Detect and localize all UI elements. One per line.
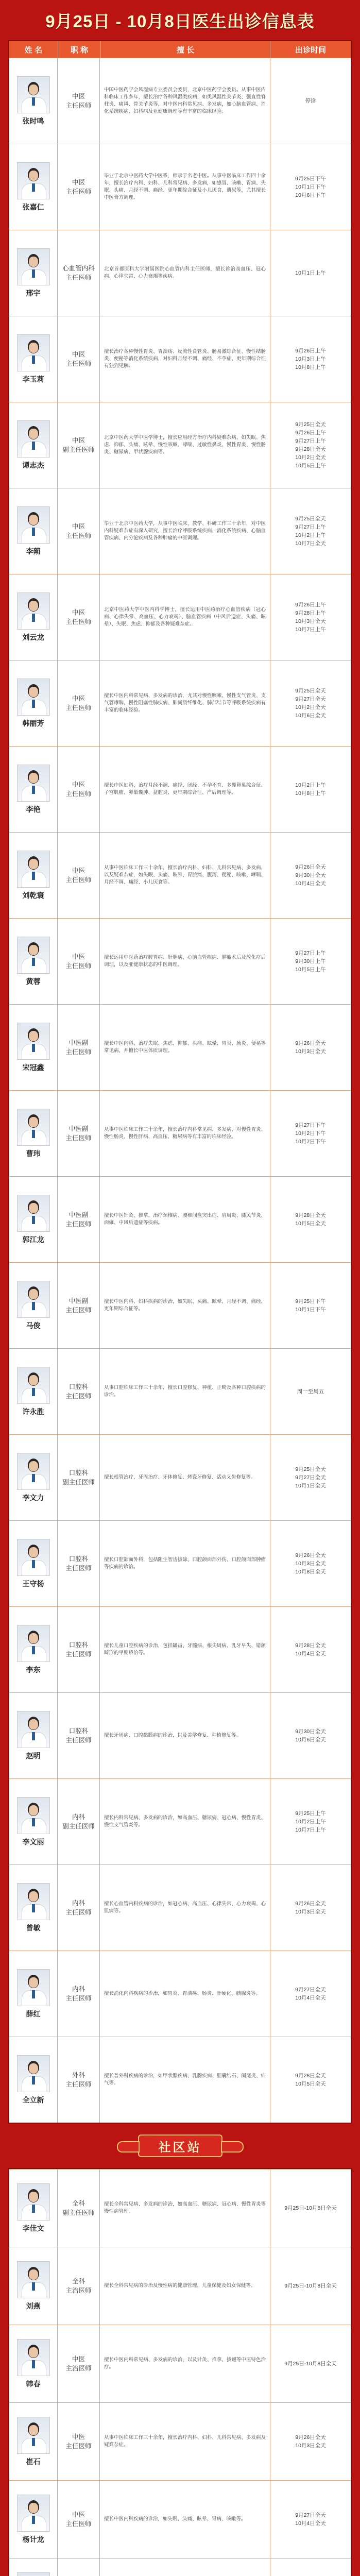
doctor-cell [9, 1521, 58, 1606]
doctor-cell [9, 1005, 58, 1090]
community-rows [9, 2169, 351, 2576]
doctor-title: 中医 主任医师 [58, 833, 100, 918]
doctor-title: 口腔科 主任医师 [58, 1521, 100, 1606]
header-title: 职 称 [58, 41, 101, 58]
doctor-specialty: 毕业于北京中医药大学，从事中医临床、教学、科研工作三十余年，对中医内科疑难杂症有深入研究，擅长治疗呼吸系统疾病、消化系统疾病、心脑血管疾病、内分泌疾病及各种肿瘤的中医调理。 [100, 488, 270, 574]
doctor-cell [9, 2558, 58, 2576]
doctor-cell [9, 833, 58, 918]
doctor-cell [9, 316, 58, 402]
doctor-photo [17, 420, 50, 457]
doctor-title: 内科 主任医师 [58, 1865, 100, 1951]
doctor-photo [17, 592, 50, 630]
doctor-photo [17, 248, 50, 285]
clinic-time: 9月26日上午 9月28日上午 10月3日全天 10月7日上午 [295, 602, 326, 633]
doctor-title: 口腔科 主任医师 [58, 1607, 100, 1692]
doctor-cell [9, 2403, 58, 2480]
doctor-name: 韩丽芳 [22, 719, 44, 727]
table-row [9, 58, 351, 144]
table-row [9, 1262, 351, 1348]
doctor-name: 许永胜 [22, 1407, 44, 1416]
doctor-title: 内科 主任医师 [58, 1951, 100, 2037]
clinic-time: 9月25日全天 9月27日上午 10月2日上午 10月7日全天 [295, 516, 326, 547]
doctor-title: 中医 主任医师 [58, 2481, 100, 2558]
doctor-specialty: 擅长中医内科常见病、多发病的诊治，以及针灸、推拿、拔罐等中医特色治疗。 [100, 2325, 270, 2402]
community-schedule-table [8, 2168, 352, 2576]
doctor-specialty: 擅长中医内科疾病的诊治，如失眠、头痛、眩晕、胃病、咳嗽等。 [100, 2481, 270, 2558]
doctor-photo [17, 1367, 50, 1404]
doctor-name: 刘乾寰 [22, 891, 44, 900]
doctor-photo [17, 1539, 50, 1576]
doctor-photo [17, 334, 50, 371]
doctor-title [58, 2558, 100, 2576]
clinic-time: 9月27日下午 10月2日下午 10月7日下午 [295, 1122, 326, 1145]
doctor-cell [9, 1779, 58, 1865]
doctor-cell [9, 2325, 58, 2402]
clinic-time: 9月26日全天 10月3日全天 [295, 1901, 326, 1915]
table-row [9, 1865, 351, 1951]
table-row [9, 746, 351, 832]
doctor-specialty: 擅长治疗各种慢性胃炎、胃溃疡、反流性食管炎、肠易激综合征、慢性结肠炎、便秘等消化系统疾病，对妇科月经不调、痛经、不孕症、更年期综合征有独到见解。 [100, 316, 270, 402]
doctor-title: 中医 主任医师 [58, 144, 100, 230]
doctor-photo [17, 1711, 50, 1748]
doctor-title: 内科 副主任医师 [58, 1779, 100, 1865]
clinic-time: 10月2日上午 10月8日上午 [295, 782, 326, 796]
doctor-title: 中医 主治医师 [58, 2325, 100, 2402]
doctor-cell [9, 1091, 58, 1176]
doctor-specialty: 毕业于北京中医药大学中医系，师承于名老中医。从事中医临床工作四十余年，擅长治疗内科、妇科、儿科常见病、多发病，如感冒、咳嗽、胃病、失眠、头痛、月经不调、痛经、更年期综合征及小儿厌食、遗尿等，尤其擅长中医膏方调理。 [100, 144, 270, 230]
doctor-specialty: 擅长根管治疗、牙周治疗、牙体修复、烤瓷牙修复、活动义齿修复等。 [100, 1435, 270, 1520]
doctor-photo [17, 1023, 50, 1060]
table-row [9, 488, 351, 574]
doctor-photo [17, 2261, 50, 2298]
doctor-specialty: 擅长心血管内科疾病的诊治，如冠心病、高血压、心律失常、心力衰竭、心肌病等。 [100, 1865, 270, 1951]
clinic-time: 9月25日下午 10月1日下午 10月6日下午 [295, 176, 326, 198]
doctor-title: 中医副 主任医师 [58, 1177, 100, 1262]
community-banner-title: 社区站 [138, 2134, 222, 2157]
doctor-cell [9, 1607, 58, 1692]
doctor-name: 李文丽 [22, 1837, 44, 1846]
doctor-title: 中医 副主任医师 [58, 402, 100, 488]
clinic-time: 9月26日全天 9月30日全天 10月4日全天 [295, 864, 326, 887]
clinic-time: 9月28日全天 10月5日全天 [295, 1212, 326, 1227]
doctor-title: 心血管内科 主任医师 [58, 230, 100, 316]
doctor-specialty: 擅长儿童口腔疾病的诊治，包括龋齿、牙髓病、根尖周病、乳牙早失、错颌畸形的早期矫治等。 [100, 1607, 270, 1692]
table-row [9, 2325, 351, 2402]
table-row [9, 2037, 351, 2123]
table-row [9, 316, 351, 402]
doctor-photo [17, 1883, 50, 1920]
table-header [9, 41, 351, 58]
table-row [9, 1520, 351, 1606]
table-row [9, 1434, 351, 1520]
doctor-photo [17, 851, 50, 888]
clinic-time: 9月26日上午 10月3日上午 10月8日上午 [295, 348, 326, 370]
doctor-specialty: 北京首都医科大学附属医院心血管内科主任医师，擅长诊治高血压、冠心病、心律失常、心力衰竭等疾病。 [100, 230, 270, 316]
banner-wing-left [117, 2141, 140, 2153]
clinic-time: 9月25日全天 9月26日上午 9月27日上午 9月28日全天 10月2日全天 10月5日上午 [295, 421, 326, 469]
doctor-cell [9, 2247, 58, 2325]
clinic-time: 9月25日-10月8日全天 [284, 2205, 337, 2211]
clinic-time: 9月26日全天 10月3日全天 [295, 1040, 326, 1055]
table-row [9, 2402, 351, 2480]
doctor-specialty: 擅长运用中医药治疗脾胃病、肝胆病、心脑血管疾病、肿瘤术后及放化疗后调理，以及亚健康状态的中医调理。 [100, 919, 270, 1004]
table-row [9, 832, 351, 918]
table-row [9, 660, 351, 746]
doctor-photo [17, 2417, 50, 2454]
table-row [9, 1778, 351, 1865]
doctor-photo [17, 1625, 50, 1662]
clinic-time: 9月28日全天 10月4日全天 [295, 1642, 326, 1657]
doctor-photo [17, 2055, 50, 2092]
doctor-cell [9, 919, 58, 1004]
doctor-name: 张时鸣 [22, 116, 44, 125]
doctor-specialty: 擅长中医内科、妇科疾病的诊治，如失眠、头痛、眩晕、月经不调、痛经、更年期综合征等。 [100, 1263, 270, 1348]
doctor-cell [9, 2481, 58, 2558]
doctor-title: 口腔科 主任医师 [58, 1349, 100, 1434]
doctor-title: 中医 主任医师 [58, 316, 100, 402]
doctor-title: 中医副 主任医师 [58, 1091, 100, 1176]
header-name: 姓 名 [9, 41, 58, 58]
banner-ornament [116, 2134, 245, 2158]
table-row [9, 1951, 351, 2037]
table-row [9, 2558, 351, 2576]
doctor-specialty: 从事口腔临床工作三十余年，擅长口腔修复、种植、正畸及各种口腔疾病的诊治。 [100, 1349, 270, 1434]
doctor-specialty: 擅长普外科疾病的诊治，如甲状腺疾病、乳腺疾病、胆囊结石、阑尾炎、疝气等。 [100, 2037, 270, 2123]
doctor-specialty: 从事中医临床工作三十余年，擅长治疗内科、妇科、儿科常见病、多发病及疑难杂症。 [100, 2403, 270, 2480]
doctor-specialty: 擅长口腔颌面外科，包括阻生智齿拔除、口腔颌面部外伤、口腔颌面部肿瘤等疾病的诊治。 [100, 1521, 270, 1606]
doctor-name: 黄蓉 [26, 977, 41, 986]
doctor-cell [9, 1865, 58, 1951]
banner-wing-right [221, 2141, 244, 2153]
doctor-title: 口腔科 主任医师 [58, 1693, 100, 1778]
doctor-title: 中医 主任医师 [58, 574, 100, 660]
doctor-name: 全立新 [22, 2095, 44, 2104]
table-row [9, 144, 351, 230]
doctor-title: 中医副 主任医师 [58, 1263, 100, 1348]
doctor-specialty: 擅长中医针灸、推拿，治疗颈椎病、腰椎间盘突出症、肩周炎、膝关节炎、面瘫、中风后遗症等疾病。 [100, 1177, 270, 1262]
doctor-cell [9, 1177, 58, 1262]
doctor-title: 中医 主任医师 [58, 747, 100, 832]
clinic-time: 9月25日全天 9月27日全天 10月2日全天 10月6日全天 [295, 688, 326, 719]
doctor-name: 郭江龙 [22, 1235, 44, 1244]
doctor-cell [9, 1263, 58, 1348]
doctor-cell [9, 58, 58, 144]
table-row [9, 2247, 351, 2325]
doctor-name: 王守杨 [22, 1579, 44, 1588]
doctor-name: 杨计龙 [22, 2535, 44, 2544]
doctor-title: 中医 主任医师 [58, 488, 100, 574]
clinic-time [270, 2558, 351, 2576]
doctor-photo [17, 679, 50, 716]
doctor-photo [17, 2495, 50, 2532]
table-row [9, 1348, 351, 1434]
doctor-specialty: 中国中医药学会风湿病专业委员会委员，北京中医药学会委员。从事中医内科临床工作多年，擅长治疗各种风湿类疾病，如类风湿性关节炎、强直性脊柱炎、痛风、骨关节炎等，对中医内科常见病、多发病，如心脑血管病、消化系统疾病、妇科病及亚健康调理等有丰富的临床经验。 [100, 58, 270, 144]
doctor-photo [17, 2339, 50, 2376]
doctor-name: 宋冠鑫 [22, 1063, 44, 1072]
doctor-photo [17, 1453, 50, 1490]
doctor-cell [9, 1349, 58, 1434]
doctor-cell [9, 402, 58, 488]
doctor-name: 刘云龙 [22, 633, 44, 641]
clinic-time: 9月26日全天 10月3日全天 [295, 2434, 326, 2449]
doctor-specialty: 北京中医药大学中医学博士，擅长应用经方治疗内科疑难杂病，如失眠、焦虑、抑郁、头痛、眩晕、慢性咳嗽、哮喘、过敏性鼻炎、慢性胃炎、慢性肠炎、糖尿病、甲状腺疾病等。 [100, 402, 270, 488]
clinic-time: 9月30日全天 10月6日全天 [295, 1728, 326, 1743]
clinic-time: 9月27日全天 10月4日全天 [295, 1987, 326, 2001]
doctor-name: 李文力 [22, 1493, 44, 1502]
table-row [9, 1090, 351, 1176]
clinic-time: 9月26日全天 10月3日全天 10月8日全天 [295, 1552, 326, 1575]
doctor-cell [9, 1693, 58, 1778]
doctor-name: 曹玮 [26, 1149, 41, 1158]
table-row [9, 2169, 351, 2247]
doctor-specialty: 擅长中医妇科，治疗月经不调、痛经、闭经、不孕不育、多囊卵巢综合征、子宫肌瘤、卵巢囊肿、盆腔炎、更年期综合征、产后调理等。 [100, 747, 270, 832]
doctor-specialty: 从事中医临床工作二十余年，擅长治疗内科常见病、多发病，对慢性胃炎、慢性肠炎、慢性肝病、高血压、糖尿病等有丰富的临床经验。 [100, 1091, 270, 1176]
header-specialty: 擅 长 [101, 41, 270, 58]
doctor-specialty: 擅长中医内科，治疗失眠、焦虑、抑郁、头痛、眩晕、胃炎、肠炎、便秘等常见病，并擅长中医体质调理。 [100, 1005, 270, 1090]
clinic-time: 9月27日全天 10月4日全天 [295, 2512, 326, 2527]
doctor-photo [17, 1195, 50, 1232]
doctor-specialty: 擅长消化内科疾病的诊治，如胃炎、胃溃疡、肠炎、肝硬化、胰腺炎等。 [100, 1951, 270, 2037]
doctor-photo [17, 506, 50, 544]
table-row [9, 2480, 351, 2558]
hospital-rows [9, 58, 351, 2123]
doctor-cell [9, 2170, 58, 2247]
doctor-specialty: 擅长牙周病、口腔黏膜病的诊治，以及美学修复、种植修复等。 [100, 1693, 270, 1778]
clinic-time: 9月28日全天 10月5日全天 [295, 2073, 326, 2087]
doctor-name: 李蒴 [26, 547, 41, 555]
hospital-schedule-table [8, 40, 352, 2124]
doctor-photo [17, 765, 50, 802]
clinic-time: 9月25日上午 10月2日上午 10月7日上午 [295, 1810, 326, 1833]
doctor-name: 崔石 [26, 2457, 41, 2466]
doctor-specialty: 从事中医临床工作三十余年，擅长治疗内科、妇科、儿科常见病、多发病，以及疑难杂症，如失眠、头痛、眩晕、胃脘痛、腹泻、便秘、咳嗽、哮喘、月经不调、痛经、小儿厌食等。 [100, 833, 270, 918]
table-row [9, 1004, 351, 1090]
doctor-cell [9, 144, 58, 230]
doctor-title: 外科 主任医师 [58, 2037, 100, 2123]
doctor-name: 李玉莉 [22, 375, 44, 383]
doctor-name: 李佳文 [22, 2224, 44, 2232]
table-row [9, 402, 351, 488]
doctor-name: 邢宇 [26, 289, 41, 297]
doctor-photo [17, 1969, 50, 2006]
clinic-time: 9月25日-10月8日全天 [284, 2283, 337, 2289]
clinic-time: 9月25日-10月8日全天 [284, 2361, 337, 2367]
doctor-cell [9, 747, 58, 832]
doctor-photo [17, 162, 50, 199]
doctor-photo [17, 2572, 50, 2576]
doctor-title: 中医副 主任医师 [58, 1005, 100, 1090]
doctor-cell [9, 488, 58, 574]
doctor-photo [17, 937, 50, 974]
doctor-cell [9, 1435, 58, 1520]
doctor-specialty: 擅长内科常见病、多发病的诊治，如高血压、糖尿病、冠心病、慢性胃炎、慢性支气管炎等。 [100, 1779, 270, 1865]
doctor-name: 刘燕 [26, 2301, 41, 2310]
clinic-time: 9月25日全天 9月27日全天 10月1日全天 [295, 1466, 326, 1489]
doctor-cell [9, 574, 58, 660]
doctor-name: 曾敏 [26, 1923, 41, 1932]
doctor-title: 中医 主任医师 [58, 660, 100, 746]
doctor-cell [9, 660, 58, 746]
clinic-time: 停诊 [305, 98, 316, 104]
doctor-photo [17, 76, 50, 113]
page-title: 9月25日 - 10月8日医生出诊信息表 [45, 11, 315, 31]
doctor-name: 赵明 [26, 1751, 41, 1760]
doctor-name: 李东 [26, 1665, 41, 1674]
doctor-name: 薛红 [26, 2009, 41, 2018]
clinic-time: 10月1日上午 [295, 270, 326, 276]
doctor-photo [17, 2183, 50, 2221]
table-row [9, 574, 351, 660]
doctor-specialty [100, 2558, 270, 2576]
doctor-photo [17, 1797, 50, 1834]
doctor-cell [9, 230, 58, 316]
table-row [9, 1176, 351, 1262]
doctor-specialty: 擅长中医内科常见病、多发病的诊治，尤其对慢性咳嗽、慢性支气管炎、支气管哮喘、慢性阻塞性肺疾病、肺间质纤维化、肺部结节等呼吸系统疾病有丰富的临床经验。 [100, 660, 270, 746]
header-time: 出诊时间 [295, 45, 326, 55]
doctor-name: 张嘉仁 [22, 202, 44, 211]
table-row [9, 1692, 351, 1778]
doctor-title: 全科 主治医师 [58, 2247, 100, 2325]
doctor-specialty: 北京中医药大学中医内科学博士，擅长运用中医药治疗心血管疾病（冠心病、心律失常、高血压、心力衰竭）、脑血管疾病（中风后遗症、头痛、眩晕）、失眠、焦虑、抑郁及各种疑难杂症。 [100, 574, 270, 660]
doctor-cell [9, 1951, 58, 2037]
doctor-specialty: 擅长全科常见病、多发病的诊治，如高血压、糖尿病、冠心病、慢性胃炎等慢性病管理。 [100, 2170, 270, 2247]
doctor-title: 中医 主任医师 [58, 2403, 100, 2480]
clinic-time: 9月27日上午 9月30日上午 10月5日上午 [295, 950, 326, 973]
doctor-name: 马俊 [26, 1321, 41, 1330]
doctor-cell [9, 2037, 58, 2123]
table-row [9, 1606, 351, 1692]
table-row [9, 918, 351, 1004]
doctor-title: 中医 主任医师 [58, 919, 100, 1004]
doctor-title: 全科 副主任医师 [58, 2170, 100, 2247]
doctor-photo [17, 1109, 50, 1146]
doctor-photo [17, 1281, 50, 1318]
doctor-name: 谭志杰 [22, 461, 44, 469]
community-banner [8, 2124, 352, 2168]
doctor-title: 口腔科 副主任医师 [58, 1435, 100, 1520]
clinic-time: 9月25日下午 10月1日下午 [295, 1298, 326, 1313]
clinic-time: 周一至周五 [297, 1388, 324, 1395]
doctor-name: 李艳 [26, 805, 41, 814]
table-row [9, 230, 351, 316]
doctor-title: 中医 主任医师 [58, 58, 100, 144]
doctor-name: 韩春 [26, 2379, 41, 2388]
doctor-specialty: 擅长全科常见病的诊治及慢性病的健康管理，儿童保健及妇女保健等。 [100, 2247, 270, 2325]
